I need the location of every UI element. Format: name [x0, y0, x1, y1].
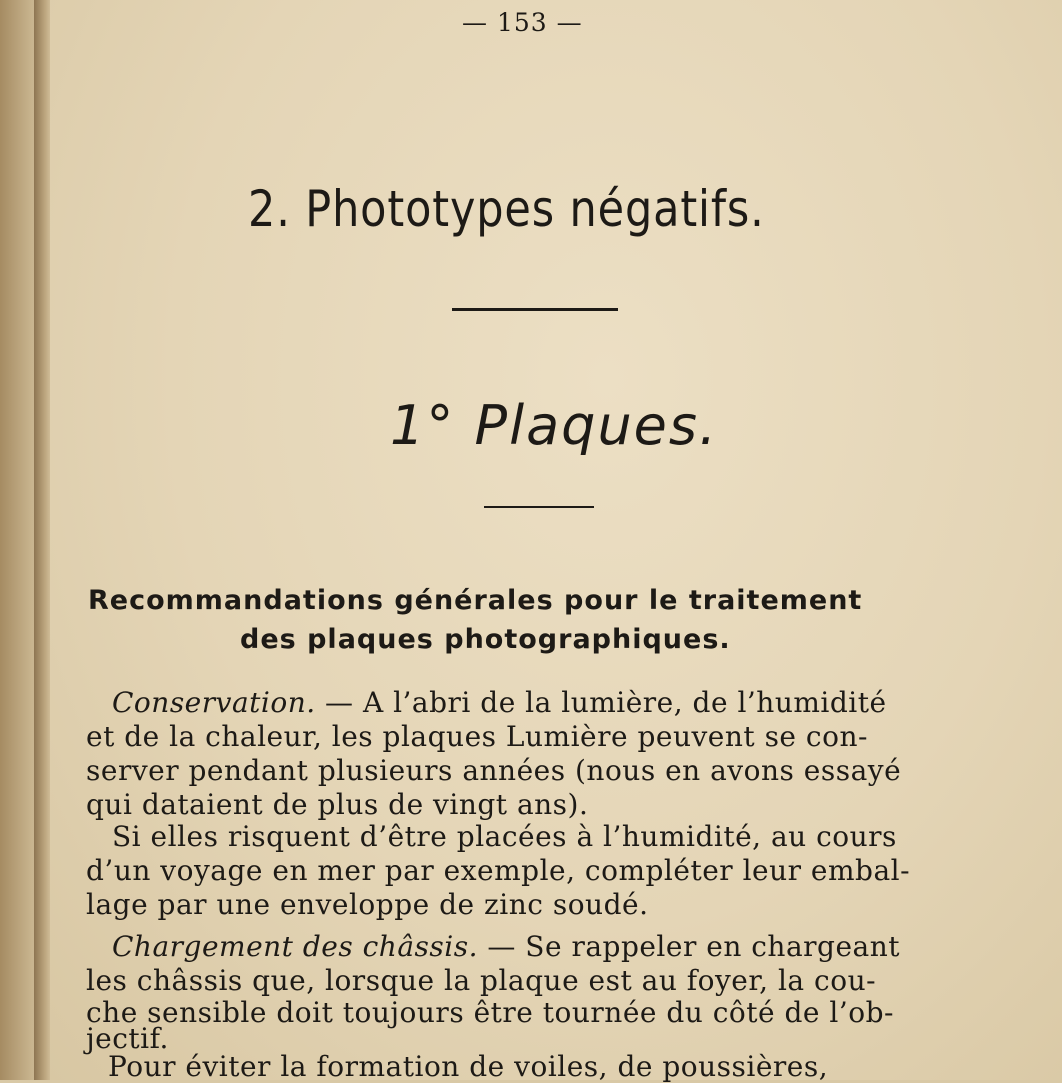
- paragraph-lead: Conservation.: [112, 686, 316, 719]
- subheading-line: Recommandations générales pour le traitement: [88, 585, 863, 616]
- chapter-title: 2. Phototypes négatifs.: [248, 180, 765, 238]
- paragraph-lead: Chargement des châssis.: [112, 930, 478, 963]
- paragraph-line: les châssis que, lorsque la plaque est au foyer, la cou-: [86, 964, 877, 997]
- paragraph-line: et de la chaleur, les plaques Lumière peuvent se con-: [86, 720, 868, 753]
- paragraph-text: — A l’abri de la lumière, de l’humidité: [315, 686, 887, 719]
- paragraph-line: lage par une enveloppe de zinc soudé.: [86, 888, 649, 921]
- section-title: 1° Plaques.: [390, 394, 719, 457]
- paragraph-line: qui dataient de plus de vingt ans).: [86, 788, 589, 821]
- divider-rule: [484, 506, 594, 508]
- paragraph-line: server pendant plusieurs années (nous en avons essayé: [86, 754, 902, 787]
- paragraph-line: [112, 930, 900, 963]
- paragraph-line: che sensible doit toujours être tournée du côté de l’ob-: [86, 996, 894, 1029]
- paragraph-line: Pour éviter la formation de voiles, de poussières,: [108, 1050, 829, 1083]
- paragraph-text: — Se rappeler en chargeant: [477, 930, 901, 963]
- paragraph-line: jectif.: [86, 1022, 169, 1055]
- subheading-line: des plaques photographiques.: [240, 624, 731, 655]
- divider-rule: [452, 308, 618, 311]
- paragraph-line: d’un voyage en mer par exemple, compléter leur embal-: [86, 854, 911, 887]
- page-number: — 153 —: [462, 8, 583, 37]
- paragraph-line: Si elles risquent d’être placées à l’humidité, au cours: [112, 820, 897, 853]
- paragraph-line: [112, 686, 887, 719]
